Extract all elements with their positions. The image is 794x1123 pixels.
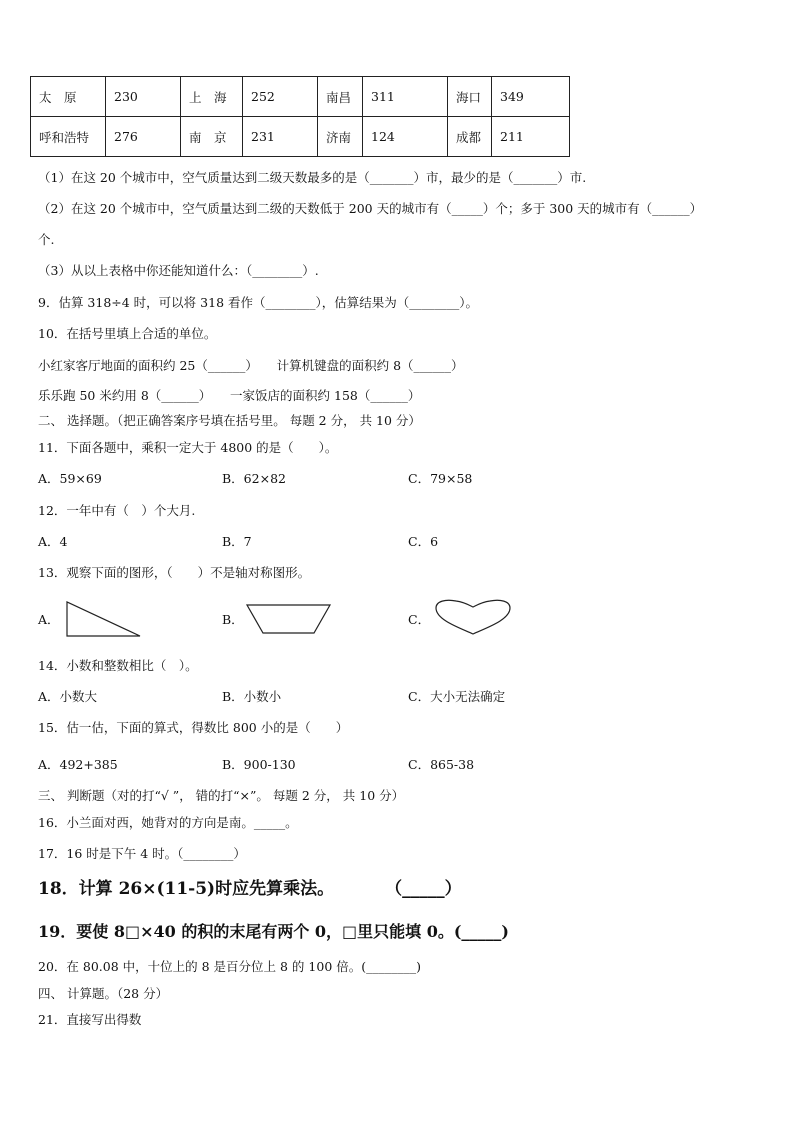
question-15: 15．估一估，下面的算式，得数比 800 小的是（ ） xyxy=(38,720,349,735)
table-cell: 南 京 xyxy=(181,117,243,157)
table-row xyxy=(31,77,570,117)
option-b: B．小数小 xyxy=(222,689,282,704)
question-18: 18．计算 26×(11-5)时应先算乘法。 （_____） xyxy=(38,879,462,899)
option-c: C．大小无法确定 xyxy=(408,689,506,704)
option-a: A．59×69 xyxy=(38,471,102,486)
section-4-heading: 四、 计算题。（28 分） xyxy=(38,986,169,1001)
right-triangle-shape xyxy=(66,600,142,638)
section-3-heading: 三、 判断题（对的打“√ ”， 错的打“×”。 每题 2 分， 共 10 分） xyxy=(38,788,405,803)
question-8-2-continued: 个. xyxy=(38,232,55,247)
table-cell: 呼和浩特 xyxy=(31,117,106,157)
question-16: 16．小兰面对西，她背对的方向是南。_____。 xyxy=(38,815,298,830)
table-cell: 211 xyxy=(492,117,570,157)
question-8-1: （1）在这 20 个城市中，空气质量达到二级天数最多的是（_______）市，最少的是（_______）市. xyxy=(38,170,587,185)
option-b: B．7 xyxy=(222,534,252,549)
question-14: 14．小数和整数相比（ ）。 xyxy=(38,658,198,673)
table-cell: 252 xyxy=(243,77,318,117)
table-cell: 济南 xyxy=(318,117,363,157)
option-c: C．865-38 xyxy=(408,757,475,772)
option-a: A．492+385 xyxy=(38,757,118,772)
question-11: 11．下面各题中，乘积一定大于 4800 的是（ ）。 xyxy=(38,440,338,455)
option-b: B． xyxy=(222,612,244,627)
table-cell: 276 xyxy=(106,117,181,157)
table-cell: 231 xyxy=(243,117,318,157)
question-10-a: 小红家客厅地面的面积约 25（______） 计算机键盘的面积约 8（______） xyxy=(38,358,464,373)
option-c: C．6 xyxy=(408,534,439,549)
question-19: 19．要使 8□×40 的积的末尾有两个 0，□里只能填 0。(_____) xyxy=(38,922,509,941)
table-cell: 海口 xyxy=(448,77,492,117)
table-cell: 124 xyxy=(363,117,448,157)
table-cell: 230 xyxy=(106,77,181,117)
question-8-2: （2）在这 20 个城市中，空气质量达到二级的天数低于 200 天的城市有（_____）个；多于 300 天的城市有（______） xyxy=(38,201,703,216)
question-10: 10．在括号里填上合适的单位。 xyxy=(38,326,217,341)
table-cell: 311 xyxy=(363,77,448,117)
table-cell: 349 xyxy=(492,77,570,117)
city-air-quality-table xyxy=(30,76,570,157)
option-c: C． xyxy=(408,612,431,627)
table-cell: 上 海 xyxy=(181,77,243,117)
table-row xyxy=(31,117,570,157)
table-cell: 太 原 xyxy=(31,77,106,117)
question-21: 21．直接写出得数 xyxy=(38,1012,142,1027)
option-b: B．900-130 xyxy=(222,757,296,772)
question-9: 9．估算 318÷4 时，可以将 318 看作（________），估算结果为（________）。 xyxy=(38,295,478,310)
trapezoid-shape xyxy=(246,604,332,634)
table-cell: 成都 xyxy=(448,117,492,157)
option-a: A．小数大 xyxy=(38,689,98,704)
option-a: A． xyxy=(38,612,60,627)
section-2-heading: 二、 选择题。（把正确答案序号填在括号里。 每题 2 分， 共 10 分） xyxy=(38,413,421,428)
question-10-b: 乐乐跑 50 米约用 8（______） 一家饭店的面积约 158（______） xyxy=(38,388,421,403)
question-13: 13．观察下面的图形，（ ）不是轴对称图形。 xyxy=(38,565,311,580)
option-a: A．4 xyxy=(38,534,68,549)
table-cell: 南昌 xyxy=(318,77,363,117)
question-20: 20．在 80.08 中，十位上的 8 是百分位上 8 的 100 倍。(________) xyxy=(38,959,421,974)
question-8-3: （3）从以上表格中你还能知道什么：（________）. xyxy=(38,263,319,278)
question-12: 12．一年中有（ ）个大月. xyxy=(38,503,196,518)
option-b: B．62×82 xyxy=(222,471,286,486)
question-17: 17．16 时是下午 4 时。（________） xyxy=(38,846,246,861)
heart-shape xyxy=(434,598,512,636)
option-c: C．79×58 xyxy=(408,471,473,486)
